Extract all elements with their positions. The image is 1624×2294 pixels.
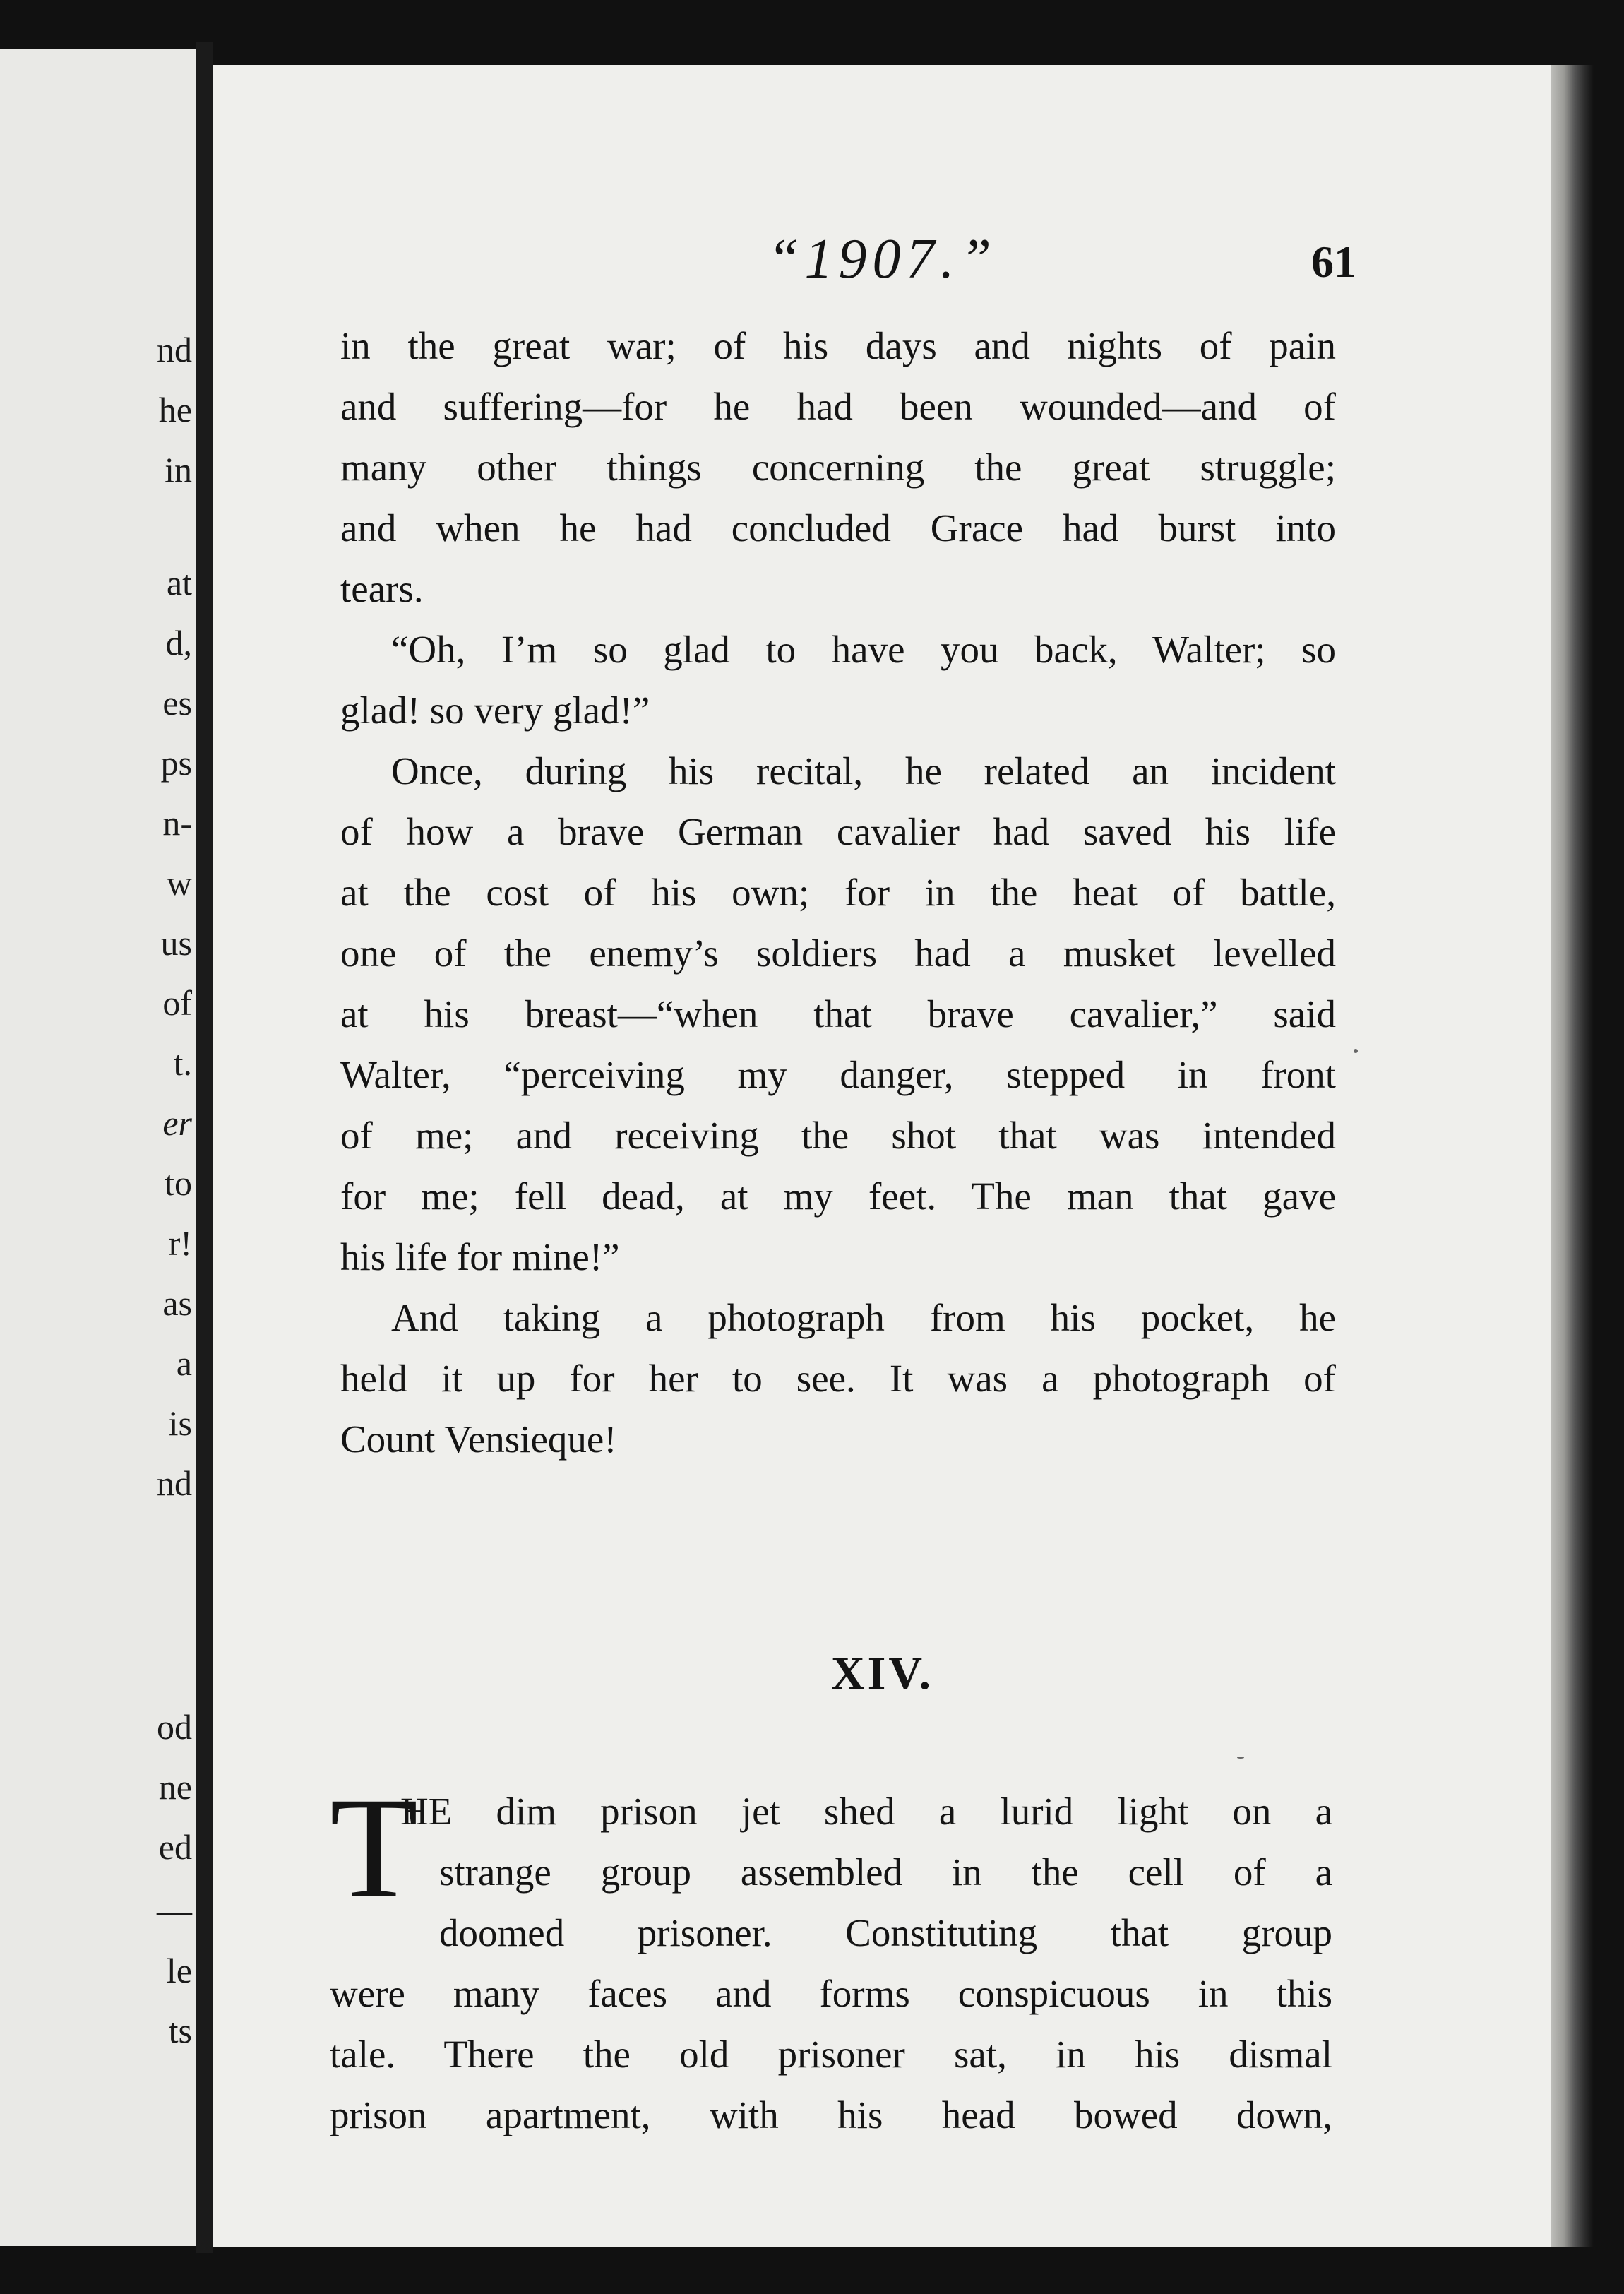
paragraph bbox=[340, 741, 1336, 1288]
left-page-fragment: d, bbox=[165, 623, 192, 662]
left-page-fragment: ed bbox=[158, 1827, 192, 1867]
print-speck bbox=[1237, 1757, 1244, 1759]
text-line: were many faces and forms conspicuous in this bbox=[330, 1972, 1332, 2015]
left-page-fragment: is bbox=[168, 1403, 192, 1443]
left-page-fragment: er bbox=[162, 1103, 192, 1143]
chapter-opening bbox=[330, 1768, 1332, 2146]
text-line: tale. There the old prisoner sat, in his dismal bbox=[330, 2033, 1332, 2076]
text-line: of me; and receiving the shot that was intended bbox=[340, 1114, 1336, 1157]
text-line: and when he had concluded Grace had burst into bbox=[340, 506, 1336, 549]
left-page-fragment: nd bbox=[157, 330, 192, 369]
page-edge-shadow bbox=[1551, 65, 1594, 2247]
left-page-fragment: he bbox=[158, 390, 192, 429]
left-page-fragment: a bbox=[176, 1343, 192, 1383]
left-page-fragment: to bbox=[165, 1163, 192, 1203]
left-page-fragment: ts bbox=[168, 2011, 192, 2050]
text-line: of how a brave German cavalier had saved his life bbox=[340, 810, 1336, 853]
drop-cap: T bbox=[330, 1768, 419, 1928]
left-page-fragment: ne bbox=[158, 1767, 192, 1807]
text-line: one of the enemy’s soldiers had a musket levelled bbox=[340, 932, 1336, 975]
left-page-fragment: le bbox=[166, 1951, 192, 1990]
page-number: 61 bbox=[1311, 237, 1356, 287]
left-page-fragment: t. bbox=[173, 1043, 192, 1083]
left-page-fragment: w bbox=[166, 863, 192, 903]
left-page-fragment: of bbox=[162, 983, 192, 1023]
previous-page-fragment bbox=[0, 49, 196, 2246]
left-page-fragment: od bbox=[157, 1707, 192, 1747]
text-line: and suffering—for he had been wounded—and of bbox=[340, 385, 1336, 428]
text-line: prison apartment, with his head bowed down, bbox=[330, 2093, 1332, 2136]
text-line: in the great war; of his days and nights of pain bbox=[340, 324, 1336, 367]
left-page-fragment: as bbox=[162, 1283, 192, 1323]
text-line: “Oh, I’m so glad to have you back, Walter; so bbox=[391, 628, 1336, 671]
text-line: at the cost of his own; for in the heat of battle, bbox=[340, 871, 1336, 914]
book-gutter bbox=[196, 42, 213, 2253]
running-title: “1907.” bbox=[768, 228, 997, 290]
book-page bbox=[213, 65, 1551, 2247]
text-line: strange group assembled in the cell of a bbox=[439, 1850, 1332, 1894]
left-page-fragment: es bbox=[162, 683, 192, 723]
text-line: his life for mine!” bbox=[340, 1235, 620, 1278]
text-line: many other things concerning the great struggle; bbox=[340, 446, 1336, 489]
text-line: for me; fell dead, at my feet. The man that gave bbox=[340, 1175, 1336, 1218]
text-line: tears. bbox=[340, 567, 424, 610]
text-line: Once, during his recital, he related an incident bbox=[391, 749, 1336, 792]
text-line: held it up for her to see. It was a photograph of bbox=[340, 1357, 1336, 1400]
left-page-fragment: — bbox=[157, 1891, 192, 1930]
text-line: doomed prisoner. Constituting that group bbox=[439, 1911, 1332, 1954]
left-page-fragment: us bbox=[160, 923, 192, 963]
chapter-paragraph bbox=[330, 1768, 1332, 2146]
left-page-fragment: nd bbox=[157, 1463, 192, 1503]
paragraph bbox=[340, 316, 1336, 619]
print-speck bbox=[1354, 1049, 1358, 1053]
left-page-fragment: r! bbox=[168, 1223, 192, 1263]
left-page-fragment: in bbox=[165, 450, 192, 489]
paragraph bbox=[340, 619, 1336, 741]
text-line: at his breast—“when that brave cavalier,” said bbox=[340, 992, 1336, 1035]
text-line: HE dim prison jet shed a lurid light on a bbox=[400, 1790, 1332, 1833]
body-text bbox=[340, 316, 1336, 1470]
left-page-fragment: n- bbox=[162, 803, 192, 843]
left-page-fragment: ps bbox=[160, 743, 192, 783]
chapter-heading: XIV. bbox=[830, 1648, 933, 1699]
paragraph bbox=[340, 1288, 1336, 1470]
text-line: Walter, “perceiving my danger, stepped in front bbox=[340, 1053, 1336, 1096]
left-page-fragment: at bbox=[166, 563, 192, 602]
text-line: glad! so very glad!” bbox=[340, 689, 650, 732]
text-line: Count Vensieque! bbox=[340, 1418, 617, 1461]
text-line: And taking a photograph from his pocket, he bbox=[391, 1296, 1336, 1339]
